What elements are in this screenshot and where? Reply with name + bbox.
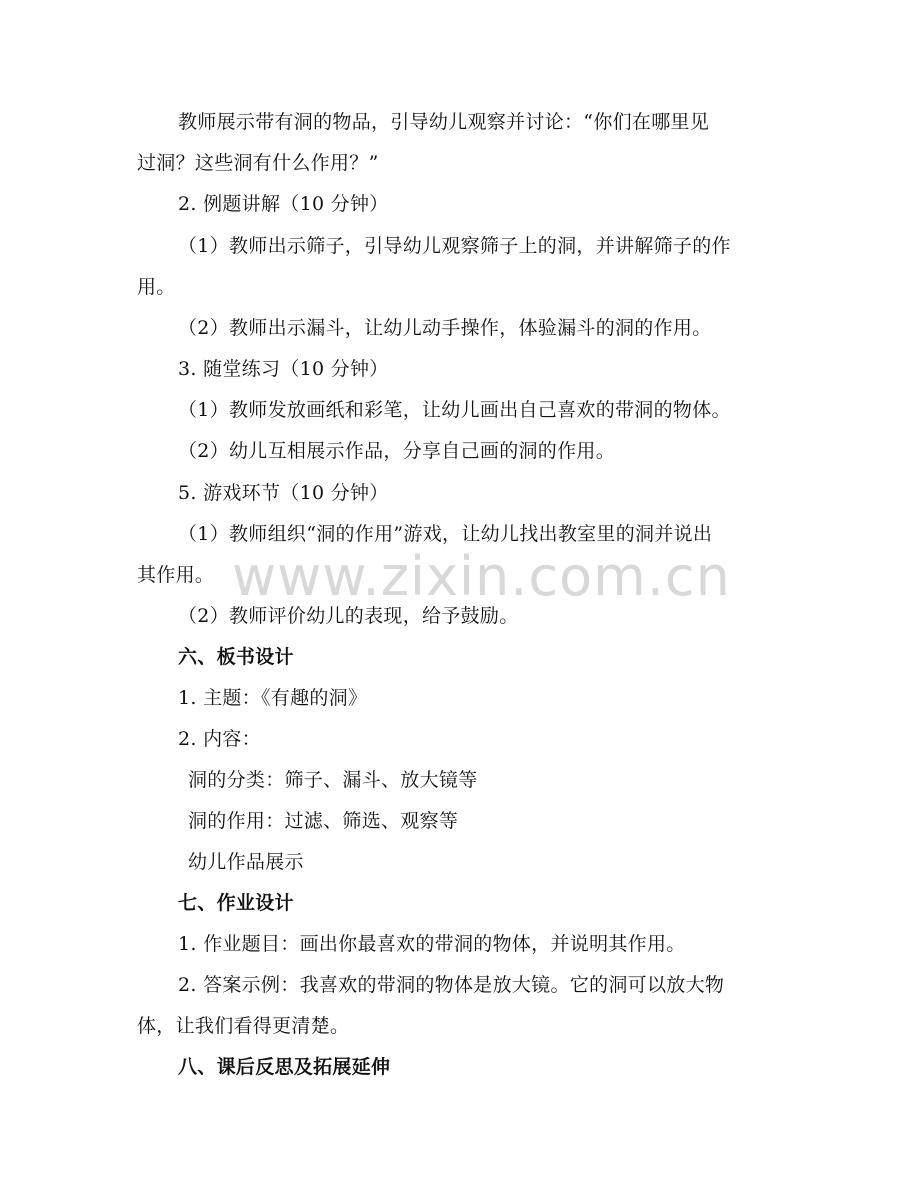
paragraph-line: 教师展示带有洞的物品，引导幼儿观察并讨论：“你们在哪里见 [178,111,710,133]
section-heading: 七、作业设计 [178,892,294,914]
content-line: 幼儿作品展示 [188,851,304,873]
watermark: www.zixin.com.cn [232,545,731,608]
paragraph-line: 过洞？这些洞有什么作用？” [137,152,379,174]
list-item: 3. 随堂练习（10 分钟） [178,358,389,380]
content-line: 洞的分类：筛子、漏斗、放大镜等 [188,769,478,791]
list-item: 1. 主题：《有趣的洞》 [178,687,368,709]
list-item: 2. 内容： [178,728,261,750]
paragraph-line: （2）教师出示漏斗，让幼儿动手操作，体验漏斗的洞的作用。 [178,317,712,339]
paragraph-line: （1）教师发放画纸和彩笔，让幼儿画出自己喜欢的带洞的物体。 [178,399,731,421]
paragraph-line: 用。 [137,276,176,298]
list-item: 1. 作业题目：画出你最喜欢的带洞的物体，并说明其作用。 [178,933,686,955]
list-item: 2. 例题讲解（10 分钟） [178,193,389,215]
paragraph-line: （2）教师评价幼儿的表现，给予鼓励。 [178,605,519,627]
list-item: 5. 游戏环节（10 分钟） [178,482,389,504]
paragraph-line: （1）教师出示筛子，引导幼儿观察筛子上的洞，并讲解筛子的作 [178,235,731,257]
section-heading: 六、板书设计 [178,646,294,668]
content-line: 洞的作用：过滤、筛选、观察等 [188,810,459,832]
list-item: 2. 答案示例：我喜欢的带洞的物体是放大镜。它的洞可以放大物 [178,974,725,996]
paragraph-line: 其作用。 [137,564,215,586]
paragraph-line: （2）幼儿互相展示作品，分享自己画的洞的作用。 [178,440,615,462]
paragraph-line: （1）教师组织“洞的作用”游戏，让幼儿找出教室里的洞并说出 [178,523,713,545]
section-heading: 八、课后反思及拓展延伸 [178,1056,391,1078]
paragraph-line: 体，让我们看得更清楚。 [137,1015,350,1037]
